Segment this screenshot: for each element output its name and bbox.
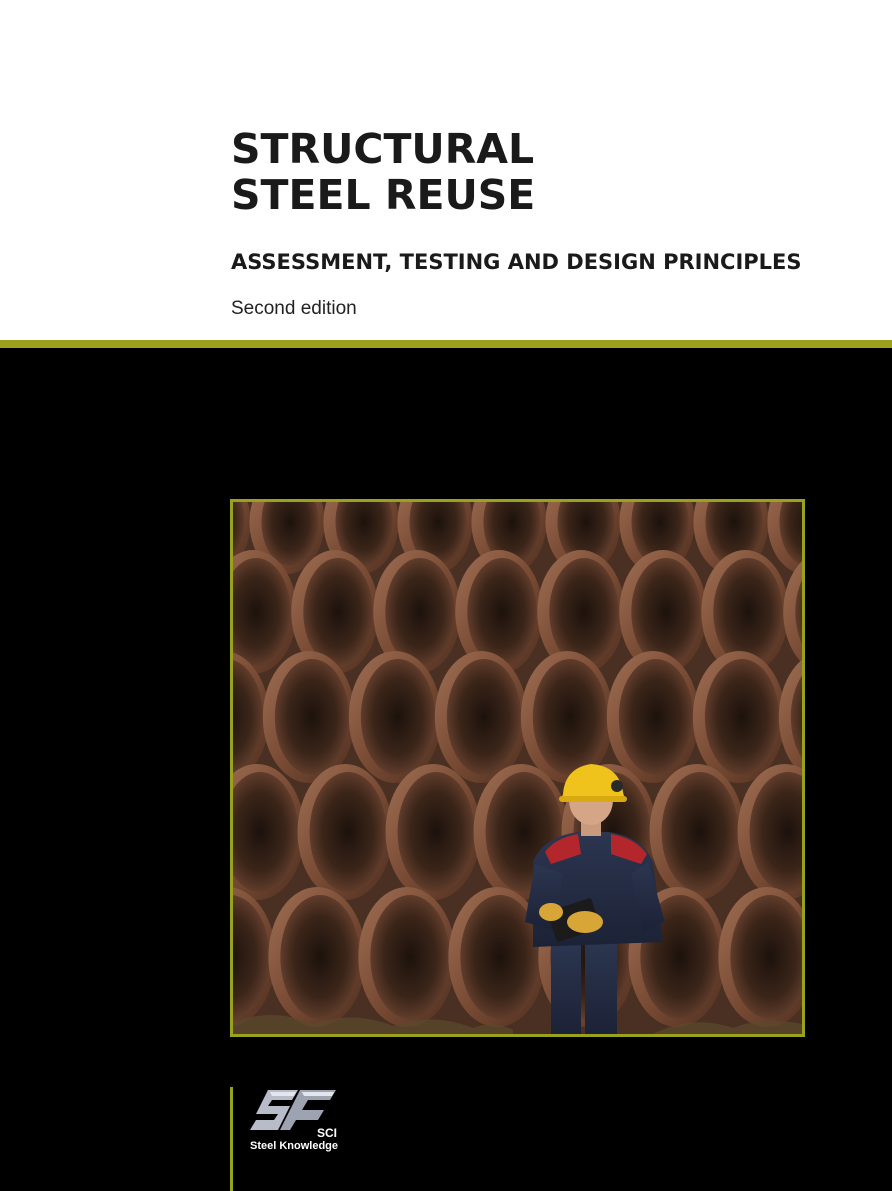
title-line-1: STRUCTURAL (231, 125, 535, 173)
pipe-opening (549, 558, 618, 666)
cover-subtitle: ASSESSMENT, TESTING AND DESIGN PRINCIPLES (231, 250, 802, 274)
pipe-opening (662, 772, 739, 892)
pipe-opening (275, 659, 349, 775)
accent-divider (0, 340, 892, 348)
pipe-opening (631, 558, 700, 666)
pipe-opening (370, 895, 449, 1019)
title-line-2: STEEL REUSE (231, 171, 536, 219)
edition-label: Second edition (231, 298, 357, 319)
cover-photo (230, 499, 805, 1037)
pipe-opening (398, 772, 475, 892)
pipe-opening (533, 659, 607, 775)
logo-divider (230, 1087, 233, 1191)
cover-title (231, 126, 535, 218)
pipe-opening (619, 659, 693, 775)
pipe-opening (447, 659, 521, 775)
pipe-opening (713, 558, 782, 666)
steel-pipes-illustration (233, 502, 802, 1034)
pipe-opening (303, 558, 372, 666)
pipe-opening (310, 772, 387, 892)
pipe-opening (280, 895, 359, 1019)
pipe-opening (705, 659, 779, 775)
cover-header (0, 0, 892, 340)
logo-abbreviation: SCI (317, 1126, 338, 1140)
pipe-opening (385, 558, 454, 666)
pipe-stack (233, 502, 802, 1027)
sci-logo (250, 1088, 350, 1158)
pipe-opening (467, 558, 536, 666)
logo-tagline: Steel Knowledge (250, 1140, 339, 1152)
pipe-opening (361, 659, 435, 775)
